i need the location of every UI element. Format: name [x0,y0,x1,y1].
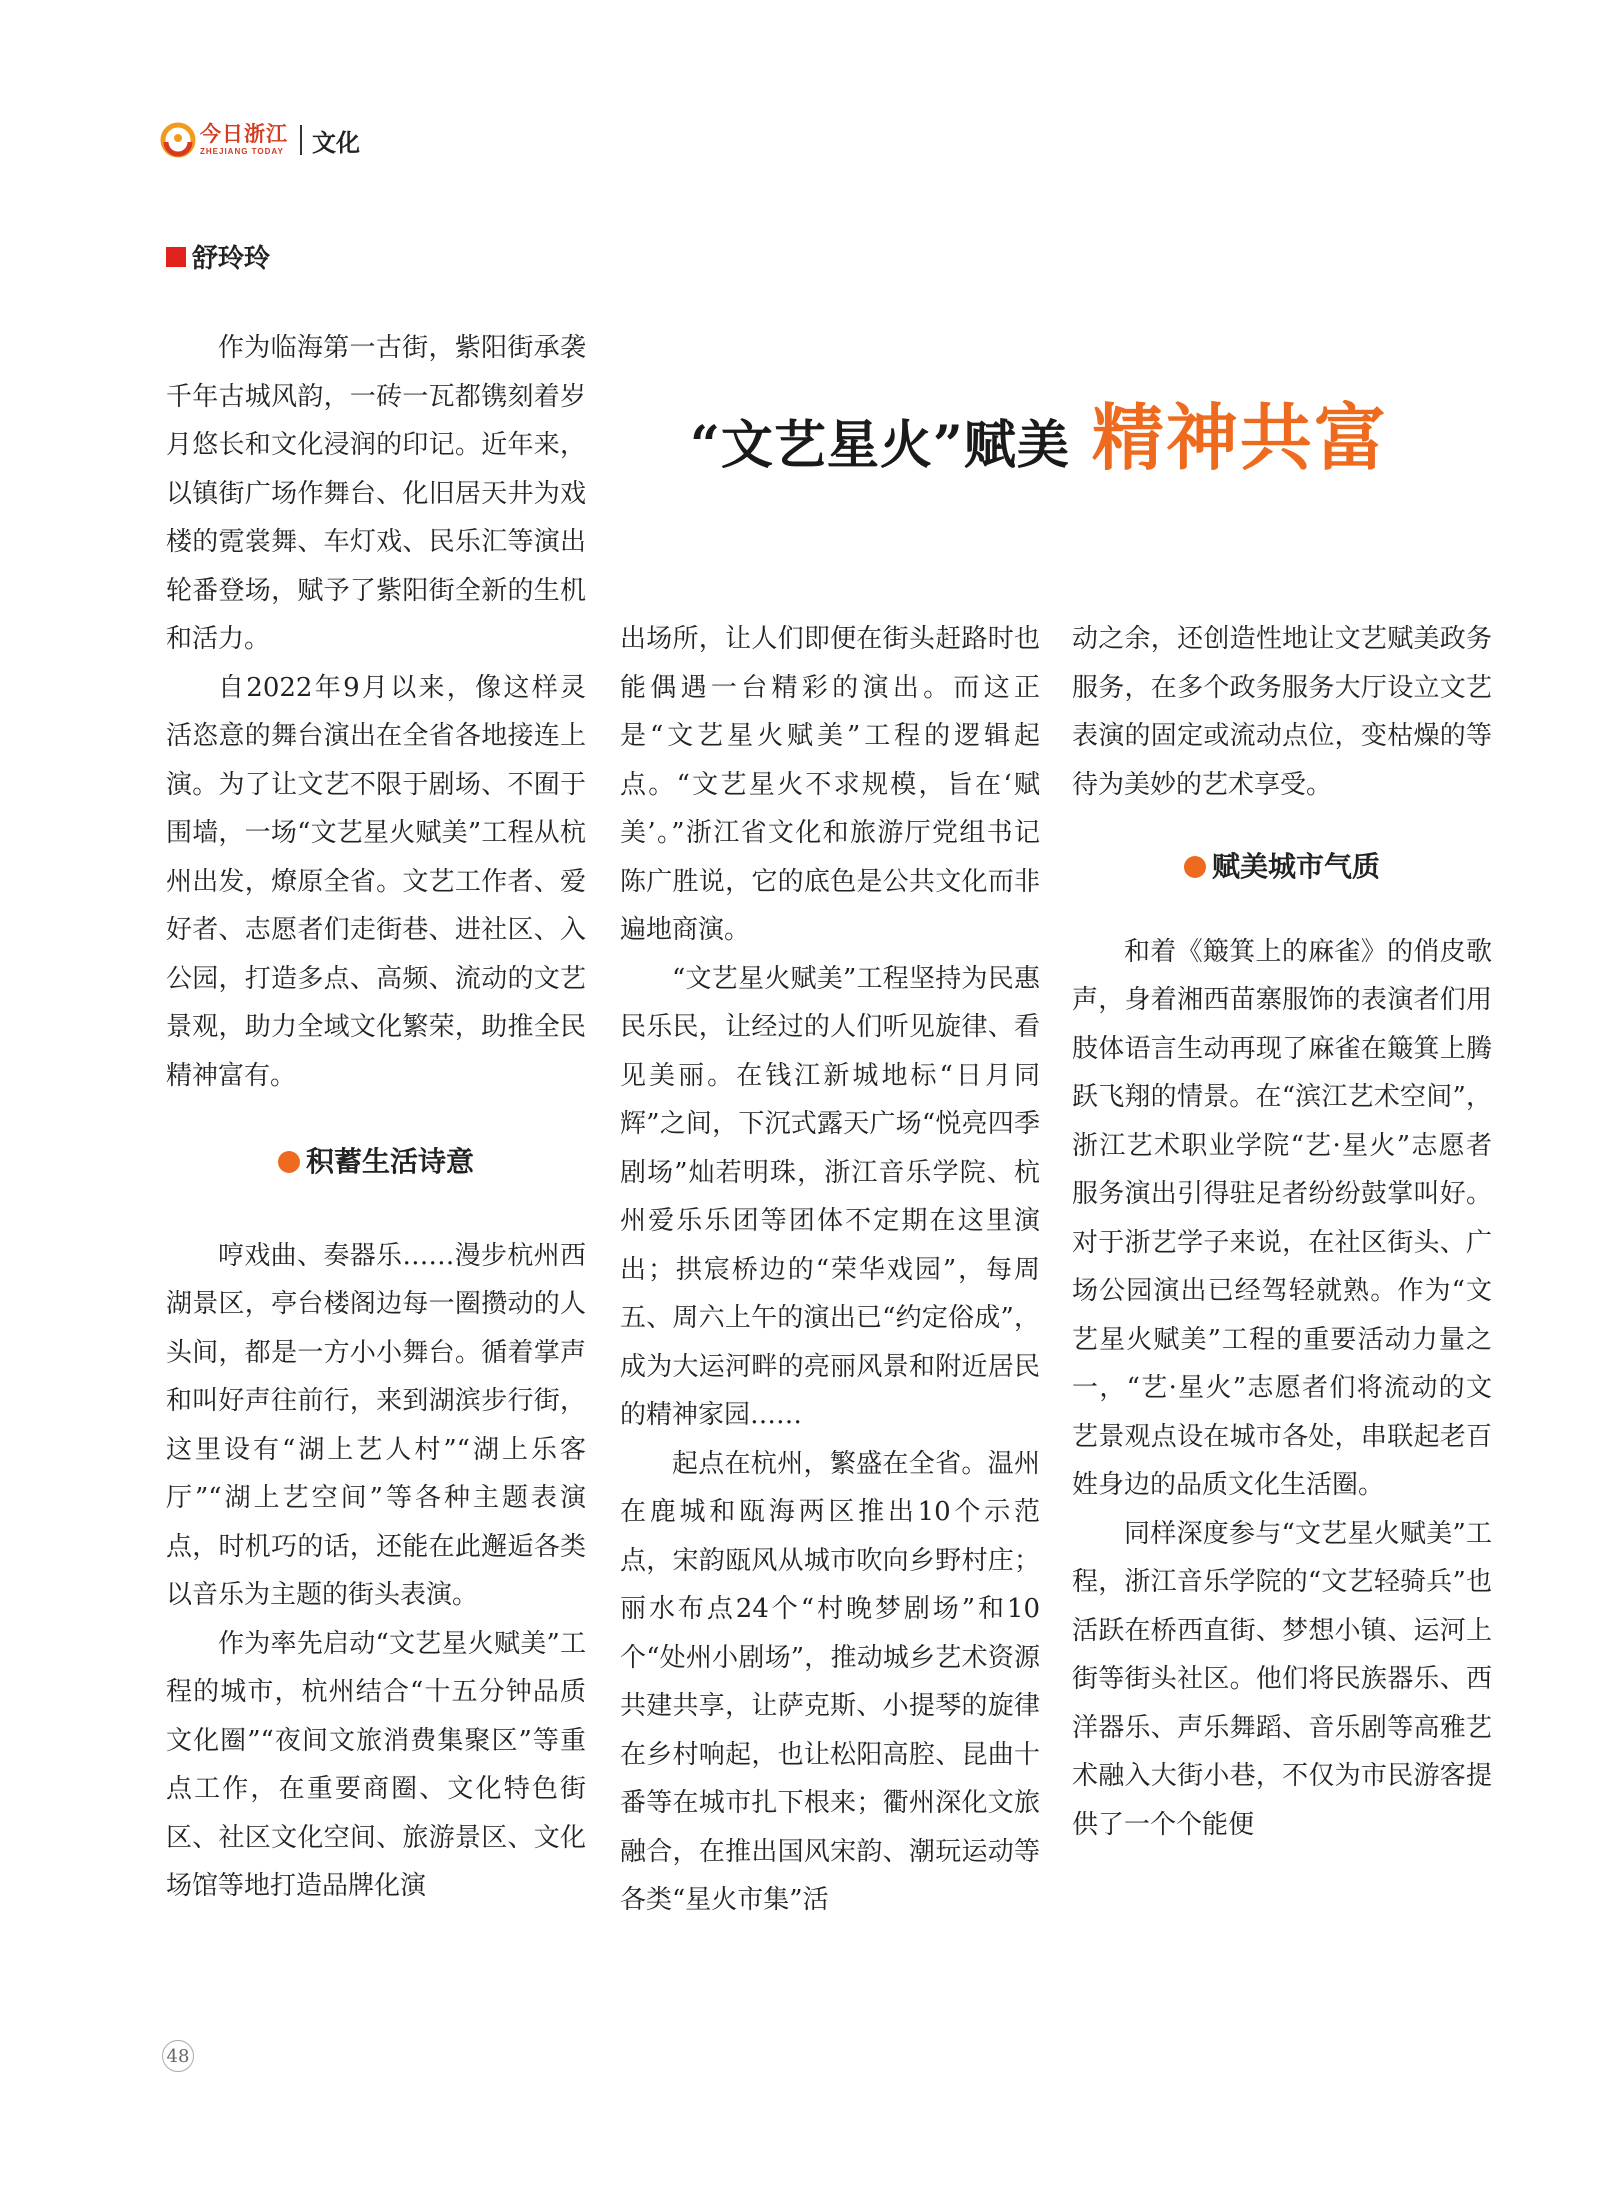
paragraph: 同样深度参与“文艺星火赋美”工程，浙江音乐学院的“文艺轻骑兵”也活跃在桥西直街、梦想小镇、运河上街等街头社区。他们将民族器乐、西洋器乐、声乐舞蹈、音乐剧等高雅艺术融入大街小巷，不仅为市民游客提供了一个个能便 [1072,1518,1492,1840]
column-right [1072,615,1492,1849]
logo-chinese: 今日浙江 [200,122,288,146]
paragraph: 动之余，还创造性地让文艺赋美政务服务，在多个政务服务大厅设立文艺表演的固定或流动点位，变枯燥的等待为美妙的艺术享受。 [1072,624,1492,800]
column-middle [620,615,1040,1925]
section-heading [1072,843,1492,892]
logo-english: ZHEJIANG TODAY [200,147,284,156]
paragraph: 和着《簸箕上的麻雀》的俏皮歌声，身着湘西苗寨服饰的表演者们用肢体语言生动再现了麻雀在簸箕上腾跃飞翔的情景。在“滨江艺术空间”，浙江艺术职业学院“艺·星火”志愿者服务演出引得驻足者纷纷鼓掌叫好。对于浙艺学子来说，在社区街头、广场公园演出已经驾轻就熟。作为“文艺星火赋美”工程的重要活动力量之一，“艺·星火”志愿者们将流动的文艺景观点设在城市各处，串联起老百姓身边的品质文化生活圈。 [1072,936,1492,1500]
magazine-logo [160,122,288,158]
logo-swirl-icon [160,122,196,158]
paragraph: 哼戏曲、奏器乐……漫步杭州西湖景区，亭台楼阁边每一圈攒动的人头间，都是一方小小舞台。循着掌声和叫好声往前行，来到湖滨步行街，这里设有“湖上艺人村”“湖上乐客厅”“湖上艺空间”等各种主题表演点，时机巧的话，还能在此邂逅各类以音乐为主题的街头表演。 [166,1240,586,1610]
title-accent: 精神共富 [1091,396,1388,480]
paragraph: 作为率先启动“文艺星火赋美”工程的城市，杭州结合“十五分钟品质文化圈”“夜间文旅消费集聚区”等重点工作，在重要商圈、文化特色街区、社区文化空间、旅游景区、文化场馆等地打造品牌化演 [166,1628,586,1901]
page-number: 48 [162,2040,194,2072]
orange-dot-icon [1184,856,1206,878]
section-heading-text: 赋美城市气质 [1211,850,1380,883]
article-title [690,380,1388,484]
column-left [166,324,586,1911]
logo-text [200,124,288,156]
paragraph: 起点在杭州，繁盛在全省。温州在鹿城和瓯海两区推出10个示范点，宋韵瓯风从城市吹向乡野村庄；丽水布点24个“村晚梦剧场”和10个“处州小剧场”，推动城乡艺术资源共建共享，让萨克斯、小提琴的旋律在乡村响起，也让松阳高腔、昆曲十番等在城市扎下根来；衢州深化文旅融合，在推出国风宋韵、潮玩运动等各类“星火市集”活 [620,1448,1040,1915]
paragraph: 出场所，让人们即便在街头赶路时也能偶遇一台精彩的演出。而这正是“文艺星火赋美”工程的逻辑起点。“文艺星火不求规模，旨在‘赋美’。”浙江省文化和旅游厅党组书记陈广胜说，它的底色是公共文化而非遍地商演。 [620,624,1040,945]
section-heading [166,1138,586,1187]
paragraph: 自2022年9月以来，像这样灵活恣意的舞台演出在全省各地接连上演。为了让文艺不限于剧场、不囿于围墙，一场“文艺星火赋美”工程从杭州出发，燎原全省。文艺工作者、爱好者、志愿者们走街巷、进社区、入公园，打造多点、高频、流动的文艺景观，助力全域文化繁荣，助推全民精神富有。 [166,672,586,1091]
title-main: “文艺星火”赋美 [690,415,1070,476]
orange-dot-icon [278,1151,300,1173]
paragraph: “文艺星火赋美”工程坚持为民惠民乐民，让经过的人们听见旋律、看见美丽。在钱江新城地标“日月同辉”之间，下沉式露天广场“悦亮四季剧场”灿若明珠，浙江音乐学院、杭州爱乐乐团等团体不定期在这里演出；拱宸桥边的“荣华戏园”，每周五、周六上午的演出已“约定俗成”，成为大运河畔的亮丽风景和附近居民的精神家园…… [620,963,1040,1430]
section-heading-text: 积蓄生活诗意 [305,1145,474,1178]
author-name: 舒玲玲 [192,244,271,274]
section-name: 文化 [312,128,360,157]
header-divider [300,125,302,155]
page-header [160,118,360,162]
paragraph: 作为临海第一古街，紫阳街承袭千年古城风韵，一砖一瓦都镌刻着岁月悠长和文化浸润的印记。近年来，以镇街广场作舞台、化旧居天井为戏楼的霓裳舞、车灯戏、民乐汇等演出轮番登场，赋予了紫阳街全新的生机和活力。 [166,333,586,654]
red-square-icon [166,247,186,267]
author-byline [166,238,270,275]
